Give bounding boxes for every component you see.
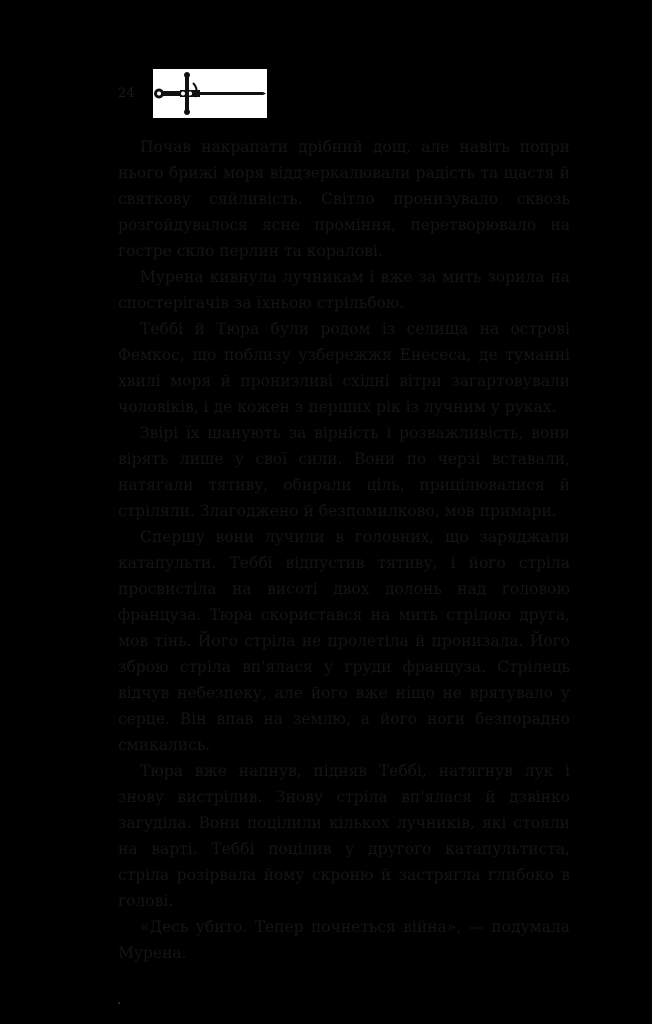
paragraph: Тюра вже напнув, підняв Теббі, натягнув лук і знову вистрілив. Знову стріла вп'ялася й дзвінко загуділа. Вони поцілили кількох лучників, які стояли на варті. Теббі поцілив у другого катапультиста, стріла розірвала йому скроню й застрягла глибоко в голові. xyxy=(118,762,570,910)
page-speck xyxy=(118,1002,120,1004)
paragraph: Спершу вони лучили в головних, що заряджали катапульти. Теббі відпустив тятиву, і його стріла просвистіла на висоті двох долонь над головою француза. Тюра скористався на мить стрілою друга, мов тінь. Його стріла не пролетіла й пронизала. Його зброю стріла вп'ялася у груди француза. Стрілець відчув небезпеку, але його вже ніщо не врятувало у серце. Він впав на землю, а його ноги безпорадно смикались. xyxy=(118,528,570,754)
paragraph: Почав накрапати дрібний дощ, але навіть попри нього брижі моря віддзеркалювали радість та щастя й святкову сяйливість. Світло пронизувало сквозь розгойдувалося ясне проміння, перетворювало на гостре скло перлин та коралові. xyxy=(118,138,570,260)
paragraph: Звірі їх шанують за вірність і розважливість, вони вірять лише у свої сили. Вони по черзі вставали, натягали тятиву, обирали ціль, прицілювалися й стріляли. Злагоджено й безпомилково, мов примари. xyxy=(118,424,570,520)
paragraph: Теббі й Тюра були родом із селища на острові Фемкос, що поблизу узбережжя Енесеса, де туманні хвилі моря й пронизливі східні вітри загартовували чоловіків, і де кожен з перших рік із лучним у руках. xyxy=(118,320,570,416)
ornament xyxy=(153,69,267,118)
sword-icon xyxy=(153,69,267,118)
page-number: 24 xyxy=(118,86,135,101)
paragraph: «Десь убито. Тепер почнеться війна», — подумала Мурена. xyxy=(118,918,570,962)
body-text xyxy=(118,134,570,966)
paragraph: Мурена кивнула лучникам і вже за мить зорила на спостерігачів за їхньою стрільбою. xyxy=(118,268,570,312)
